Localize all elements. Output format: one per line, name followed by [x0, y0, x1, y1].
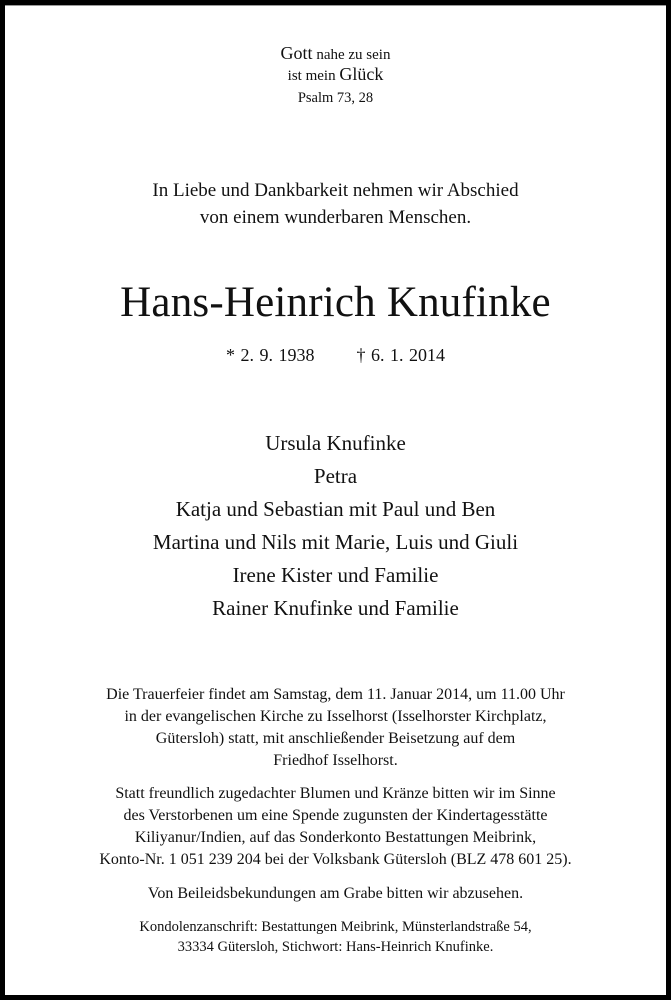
- intro-line-1: In Liebe und Dankbarkeit nehmen wir Abschied: [152, 180, 519, 201]
- birth-date: * 2. 9. 1938: [226, 345, 315, 365]
- donation-info-line: Konto-Nr. 1 051 239 204 bei der Volksbank Gütersloh (BLZ 478 601 25).: [99, 851, 572, 868]
- funeral-info-line: Friedhof Isselhorst.: [273, 752, 398, 769]
- motto-word-glueck: Glück: [339, 64, 384, 84]
- condolence-address-line: Kondolenzanschrift: Bestattungen Meibrink, Münsterlandstraße 54,: [139, 919, 532, 935]
- donation-info-line: Statt freundlich zugedachter Blumen und Kränze bitten wir im Sinne: [115, 785, 556, 802]
- donation-info-line: Kiliyanur/Indien, auf das Sonderkonto Bestattungen Meibrink,: [134, 829, 537, 846]
- mourner-line: Ursula Knufinke: [265, 431, 406, 455]
- motto-word-gott: Gott: [280, 43, 313, 63]
- mourner-line: Katja und Sebastian mit Paul und Ben: [175, 497, 496, 521]
- mourner-line: Irene Kister und Familie: [232, 563, 439, 587]
- mourner-line: Martina und Nils mit Marie, Luis und Giuli: [152, 530, 519, 554]
- funeral-info-line: Gütersloh) statt, mit anschließender Beisetzung auf dem: [155, 730, 516, 747]
- life-dates: [5, 345, 666, 366]
- mourner-line: Rainer Knufinke und Familie: [212, 596, 459, 620]
- condolence-address-line: 33334 Gütersloh, Stichwort: Hans-Heinrich Knufinke.: [177, 939, 494, 955]
- death-date: † 6. 1. 2014: [356, 345, 445, 365]
- funeral-info-line: in der evangelischen Kirche zu Isselhorst (Isselhorster Kirchplatz,: [124, 708, 547, 725]
- deceased-name: Hans-Heinrich Knufinke: [120, 279, 551, 326]
- motto-line-1: Gott nahe zu sein: [280, 43, 391, 63]
- intro-line-2: von einem wunderbaren Menschen.: [199, 207, 472, 228]
- donation-info-line: des Verstorbenen um eine Spende zugunsten der Kindertagesstätte: [123, 807, 548, 824]
- obituary-notice: [5, 5, 666, 995]
- grave-note: Von Beileidsbekundungen am Grabe bitten wir abzusehen.: [147, 885, 524, 902]
- mourner-line: Petra: [313, 464, 358, 488]
- psalm-reference: Psalm 73, 28: [297, 90, 374, 106]
- motto-line-2: ist mein Glück: [287, 64, 384, 84]
- funeral-info-line: Die Trauerfeier findet am Samstag, dem 11. Januar 2014, um 11.00 Uhr: [106, 686, 565, 703]
